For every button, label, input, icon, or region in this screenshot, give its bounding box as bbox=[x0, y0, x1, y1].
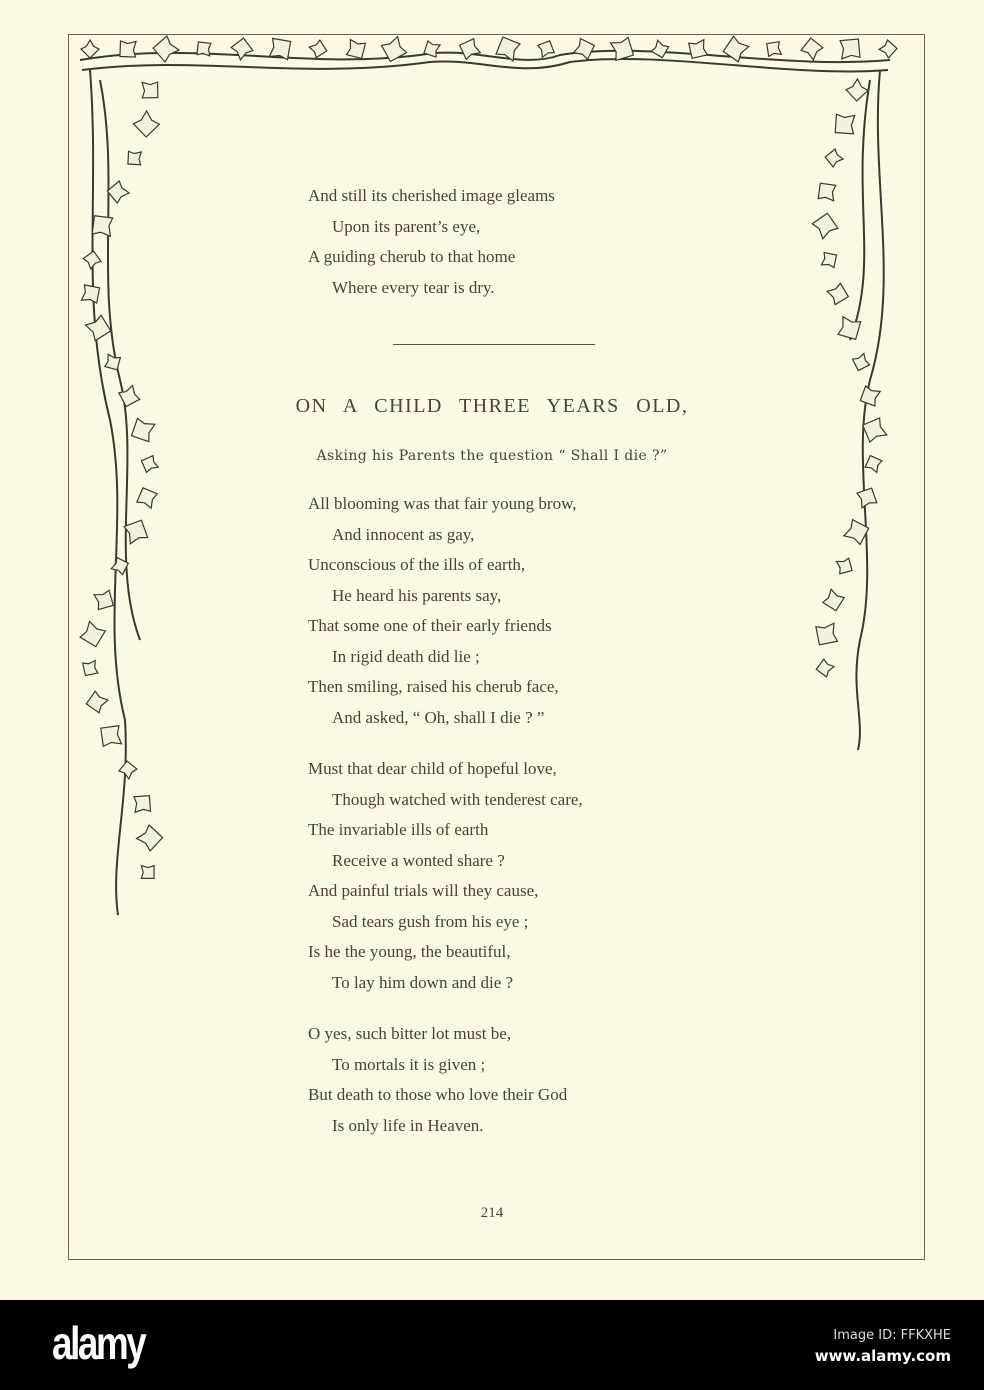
ivy-leaf-icon bbox=[84, 208, 120, 244]
ivy-leaf-icon bbox=[100, 350, 125, 375]
verse-line: Is only life in Heaven. bbox=[332, 1115, 484, 1135]
verse-line: A guiding cherub to that home bbox=[308, 247, 516, 266]
section-divider bbox=[393, 344, 595, 345]
verse-line: That some one of their early friends bbox=[308, 616, 552, 635]
ivy-leaf-icon bbox=[122, 145, 147, 170]
watermark-url: www.alamy.com bbox=[814, 1347, 951, 1365]
ivy-leaf-icon bbox=[824, 148, 844, 168]
ivy-leaf-icon bbox=[133, 111, 159, 137]
ivy-leaf-icon bbox=[810, 211, 840, 241]
ivy-leaf-icon bbox=[800, 37, 825, 62]
verse-line: Receive a wonted share ? bbox=[332, 850, 505, 870]
ivy-leaf-icon bbox=[378, 33, 410, 65]
ivy-leaf-icon bbox=[852, 483, 881, 512]
verse-line: And still its cherished image gleams bbox=[308, 186, 555, 205]
ivy-leaf-icon bbox=[761, 36, 786, 61]
ivy-leaf-icon bbox=[136, 825, 163, 852]
ivy-leaf-icon bbox=[850, 351, 873, 374]
verse-line: The invariable ills of earth bbox=[308, 820, 489, 839]
ivy-leaf-icon bbox=[809, 616, 845, 652]
ivy-leaf-icon bbox=[152, 35, 180, 63]
ivy-leaf-icon bbox=[77, 618, 109, 650]
ivy-leaf-icon bbox=[134, 74, 165, 105]
ivy-leaf-icon bbox=[832, 310, 867, 345]
page-number: 214 bbox=[480, 1205, 504, 1221]
verse-line: But death to those who love their God bbox=[308, 1085, 568, 1104]
ivy-leaf-icon bbox=[840, 516, 872, 548]
ivy-leaf-icon bbox=[420, 37, 444, 61]
watermark-bar bbox=[0, 1300, 984, 1390]
ivy-leaf-icon bbox=[127, 788, 158, 819]
ivy-leaf-icon bbox=[683, 34, 713, 64]
stanza-4 bbox=[308, 1019, 567, 1141]
verse-line: To lay him down and die ? bbox=[332, 972, 514, 992]
ivy-leaf-icon bbox=[262, 31, 298, 67]
alamy-logo: alamy bbox=[52, 1317, 145, 1369]
ivy-leaf-icon bbox=[119, 515, 154, 550]
verse-line: Where every tear is dry. bbox=[332, 277, 495, 297]
verse-line: In rigid death did lie ; bbox=[332, 646, 480, 666]
ivy-leaf-icon bbox=[832, 554, 857, 579]
verse-line: Though watched with tenderest care, bbox=[332, 789, 583, 809]
ivy-leaf-icon bbox=[133, 484, 162, 513]
ivy-leaf-icon bbox=[879, 40, 898, 59]
ivy-leaf-icon bbox=[820, 587, 846, 613]
stanza-2 bbox=[308, 489, 577, 733]
ivy-leaf-icon bbox=[824, 281, 851, 308]
verse-line: Sad tears gush from his eye ; bbox=[332, 911, 529, 931]
ivy-leaf-icon bbox=[491, 32, 525, 66]
verse-line: Is he the young, the beautiful, bbox=[308, 942, 511, 961]
verse-line: O yes, such bitter lot must be, bbox=[308, 1024, 512, 1043]
ivy-leaf-icon bbox=[456, 35, 484, 63]
ivy-leaf-icon bbox=[112, 33, 143, 64]
ivy-leaf-icon bbox=[93, 718, 129, 754]
ivy-leaf-icon bbox=[106, 180, 130, 204]
ivy-leaf-icon bbox=[827, 106, 864, 143]
ivy-leaf-icon bbox=[84, 689, 109, 714]
image-id: Image ID: FFKXHE bbox=[833, 1328, 951, 1343]
ivy-leaf-icon bbox=[307, 38, 328, 59]
ivy-leaf-icon bbox=[815, 658, 836, 679]
poem-title: ON A CHILD THREE YEARS OLD, bbox=[295, 395, 689, 417]
verse-line: Must that dear child of hopeful love, bbox=[308, 759, 557, 778]
verse-line: And painful trials will they cause, bbox=[308, 881, 539, 900]
ivy-leaf-icon bbox=[75, 279, 106, 310]
ivy-leaf-icon bbox=[118, 760, 138, 780]
stanza-1 bbox=[308, 181, 555, 303]
stanza-3 bbox=[308, 754, 583, 998]
verse-line: Unconscious of the ills of earth, bbox=[308, 555, 526, 574]
ivy-leaf-icon bbox=[812, 177, 843, 208]
ivy-leaf-icon bbox=[817, 248, 842, 273]
verse-line: All blooming was that fair young brow, bbox=[308, 494, 577, 513]
verse-line: And asked, “ Oh, shall I die ? ” bbox=[332, 707, 545, 727]
verse-line: Then smiling, raised his cherub face, bbox=[308, 677, 559, 696]
poem-subtitle: Asking his Parents the question “ Shall I die ?” bbox=[316, 448, 668, 464]
ivy-leaf-icon bbox=[191, 36, 216, 61]
verse-line: Upon its parent’s eye, bbox=[332, 216, 481, 236]
ivy-leaf-icon bbox=[78, 656, 103, 681]
ivy-leaf-icon bbox=[135, 859, 160, 884]
ivy-leaf-icon bbox=[649, 38, 671, 60]
verse-line: To mortals it is given ; bbox=[332, 1054, 486, 1074]
verse-line: And innocent as gay, bbox=[332, 524, 475, 544]
ivy-leaf-icon bbox=[604, 31, 639, 66]
ivy-leaf-icon bbox=[82, 250, 103, 271]
ivy-leaf-icon bbox=[81, 40, 99, 58]
ivy-leaf-icon bbox=[721, 34, 751, 64]
ivy-leaf-icon bbox=[230, 37, 255, 62]
ivy-leaf-icon bbox=[846, 79, 869, 102]
verse-line: He heard his parents say, bbox=[332, 585, 502, 605]
